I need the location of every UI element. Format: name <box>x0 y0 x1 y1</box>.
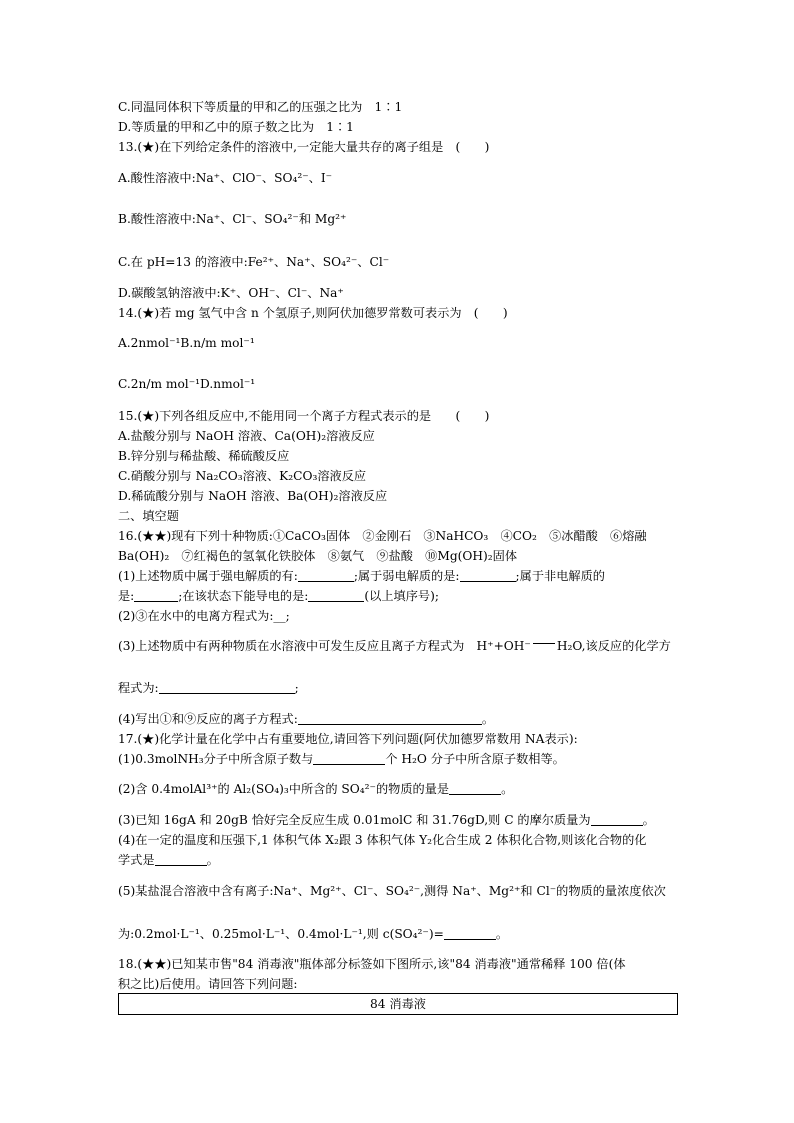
question-16-part-3-line-2 <box>118 680 299 696</box>
text: 是: <box>118 589 135 603</box>
question-14-options-cd: C.2n/m mol⁻¹D.nmol⁻¹ <box>118 377 256 391</box>
answer-blank <box>449 782 501 795</box>
question-13-option-c: C.在 pH=13 的溶液中:Fe²⁺、Na⁺、SO₄²⁻、Cl⁻ <box>118 255 390 269</box>
text: (3)上述物质中有两种物质在水溶液中可发生反应且离子方程式为 H⁺+OH⁻ <box>118 639 531 653</box>
answer-blank <box>460 569 516 582</box>
option-d-line: D.等质量的甲和乙中的原子数之比为 1∶1 <box>118 120 354 134</box>
text: (2)含 0.4molAl³⁺的 Al₂(SO₄)₃中所含的 SO₄²⁻的物质的量是 <box>118 782 450 796</box>
question-17-part-4-line-1: (4)在一定的温度和压强下,1 体积气体 X₂跟 3 体积气体 Y₂化合生成 2 体积化合物,则该化合物的化 <box>118 833 647 847</box>
question-16-line-1: 16.(★★)现有下列十种物质:①CaCO₃固体 ②金刚石 ③NaHCO₃ ④CO₂ ⑤冰醋酸 ⑥熔融 <box>118 529 647 543</box>
text: 学式是 <box>118 853 155 867</box>
text: ; <box>294 681 299 695</box>
question-17-part-5-line-1: (5)某盐混合溶液中含有离子:Na⁺、Mg²⁺、Cl⁻、SO₄²⁻,测得 Na⁺、Mg²⁺和 Cl⁻的物质的量浓度依次 <box>118 884 666 898</box>
question-16-part-1-line-1 <box>118 568 605 584</box>
question-13: 13.(★)在下列给定条件的溶液中,一定能大量共存的离子组是 ( ) <box>118 140 490 154</box>
text: 。 <box>481 712 494 726</box>
question-15-option-d: D.稀硫酸分别与 NaOH 溶液、Ba(OH)₂溶液反应 <box>118 489 388 503</box>
text: H₂O,该反应的化学方 <box>556 639 671 653</box>
question-16-part-3-line-1 <box>118 638 671 654</box>
section-heading: 二、填空题 <box>118 509 179 523</box>
text: (1)上述物质中属于强电解质的有: <box>118 569 298 583</box>
question-15-option-c: C.硝酸分别与 Na₂CO₃溶液、K₂CO₃溶液反应 <box>118 469 367 483</box>
question-17: 17.(★)化学计量在化学中占有重要地位,请回答下列问题(阿伏加德罗常数用 NA表示): <box>118 732 578 746</box>
label-table-header: 84 消毒液 <box>118 993 678 1015</box>
answer-blank <box>308 589 364 602</box>
option-c-line: C.同温同体积下等质量的甲和乙的压强之比为 1∶1 <box>118 100 403 114</box>
question-17-part-4-line-2 <box>118 852 219 868</box>
question-17-part-1 <box>118 751 565 767</box>
text: (4)写出①和⑨反应的离子方程式: <box>118 712 298 726</box>
question-14-options-ab: A.2nmol⁻¹B.n/m mol⁻¹ <box>118 336 255 350</box>
text: ;属于弱电解质的是: <box>353 569 460 583</box>
answer-blank <box>313 752 385 765</box>
text: 。 <box>495 927 509 941</box>
text: 。 <box>642 813 655 827</box>
question-16-part-2: (2)③在水中的电离方程式为:__; <box>118 609 290 623</box>
question-13-option-a: A.酸性溶液中:Na⁺、ClO⁻、SO₄²⁻、I⁻ <box>118 171 333 185</box>
text: 。 <box>501 782 514 796</box>
question-15: 15.(★)下列各组反应中,不能用同一个离子方程式表示的是 ( ) <box>118 409 490 423</box>
text: 程式为: <box>118 681 159 695</box>
answer-blank <box>155 853 207 866</box>
question-13-option-b: B.酸性溶液中:Na⁺、Cl⁻、SO₄²⁻和 Mg²⁺ <box>118 212 347 226</box>
question-13-option-d: D.碳酸氢钠溶液中:K⁺、OH⁻、Cl⁻、Na⁺ <box>118 286 344 300</box>
question-18-line-2: 积之比)后使用。请回答下列问题: <box>118 977 298 991</box>
answer-blank <box>444 927 496 940</box>
question-17-part-5-line-2 <box>118 926 508 942</box>
text: 个 H₂O 分子中所含原子数相等。 <box>385 752 565 766</box>
question-17-part-2 <box>118 781 513 797</box>
answer-blank <box>159 681 295 694</box>
equals-line <box>533 643 555 644</box>
text: 。 <box>206 853 219 867</box>
text: (3)已知 16gA 和 20gB 恰好完全反应生成 0.01molC 和 31.76gD,则 C 的摩尔质量为 <box>118 813 591 827</box>
answer-blank <box>298 712 482 725</box>
text: (1)0.3molNH₃分子中所含原子数与 <box>118 752 314 766</box>
text: ;属于非电解质的 <box>515 569 605 583</box>
text: 为:0.2mol·L⁻¹、0.25mol·L⁻¹、0.4mol·L⁻¹,则 c(SO₄²⁻)= <box>118 927 444 941</box>
question-16-line-2: Ba(OH)₂ ⑦红褐色的氢氧化铁胶体 ⑧氨气 ⑨盐酸 ⑩Mg(OH)₂固体 <box>118 549 518 563</box>
answer-blank <box>134 589 178 602</box>
text: ;在该状态下能导电的是: <box>178 589 309 603</box>
question-14: 14.(★)若 mg 氢气中含 n 个氢原子,则阿伏加德罗常数可表示为 ( ) <box>118 306 508 320</box>
question-16-part-4 <box>118 711 494 727</box>
text: (以上填序号); <box>364 589 439 603</box>
question-15-option-a: A.盐酸分别与 NaOH 溶液、Ca(OH)₂溶液反应 <box>118 429 375 443</box>
answer-blank <box>591 813 643 826</box>
question-16-part-1-line-2 <box>118 588 439 604</box>
answer-blank <box>298 569 354 582</box>
question-18-line-1: 18.(★★)已知某市售"84 消毒液"瓶体部分标签如下图所示,该"84 消毒液"通常稀释 100 倍(体 <box>118 957 626 971</box>
question-17-part-3 <box>118 812 655 828</box>
question-15-option-b: B.锌分别与稀盐酸、稀硫酸反应 <box>118 449 290 463</box>
